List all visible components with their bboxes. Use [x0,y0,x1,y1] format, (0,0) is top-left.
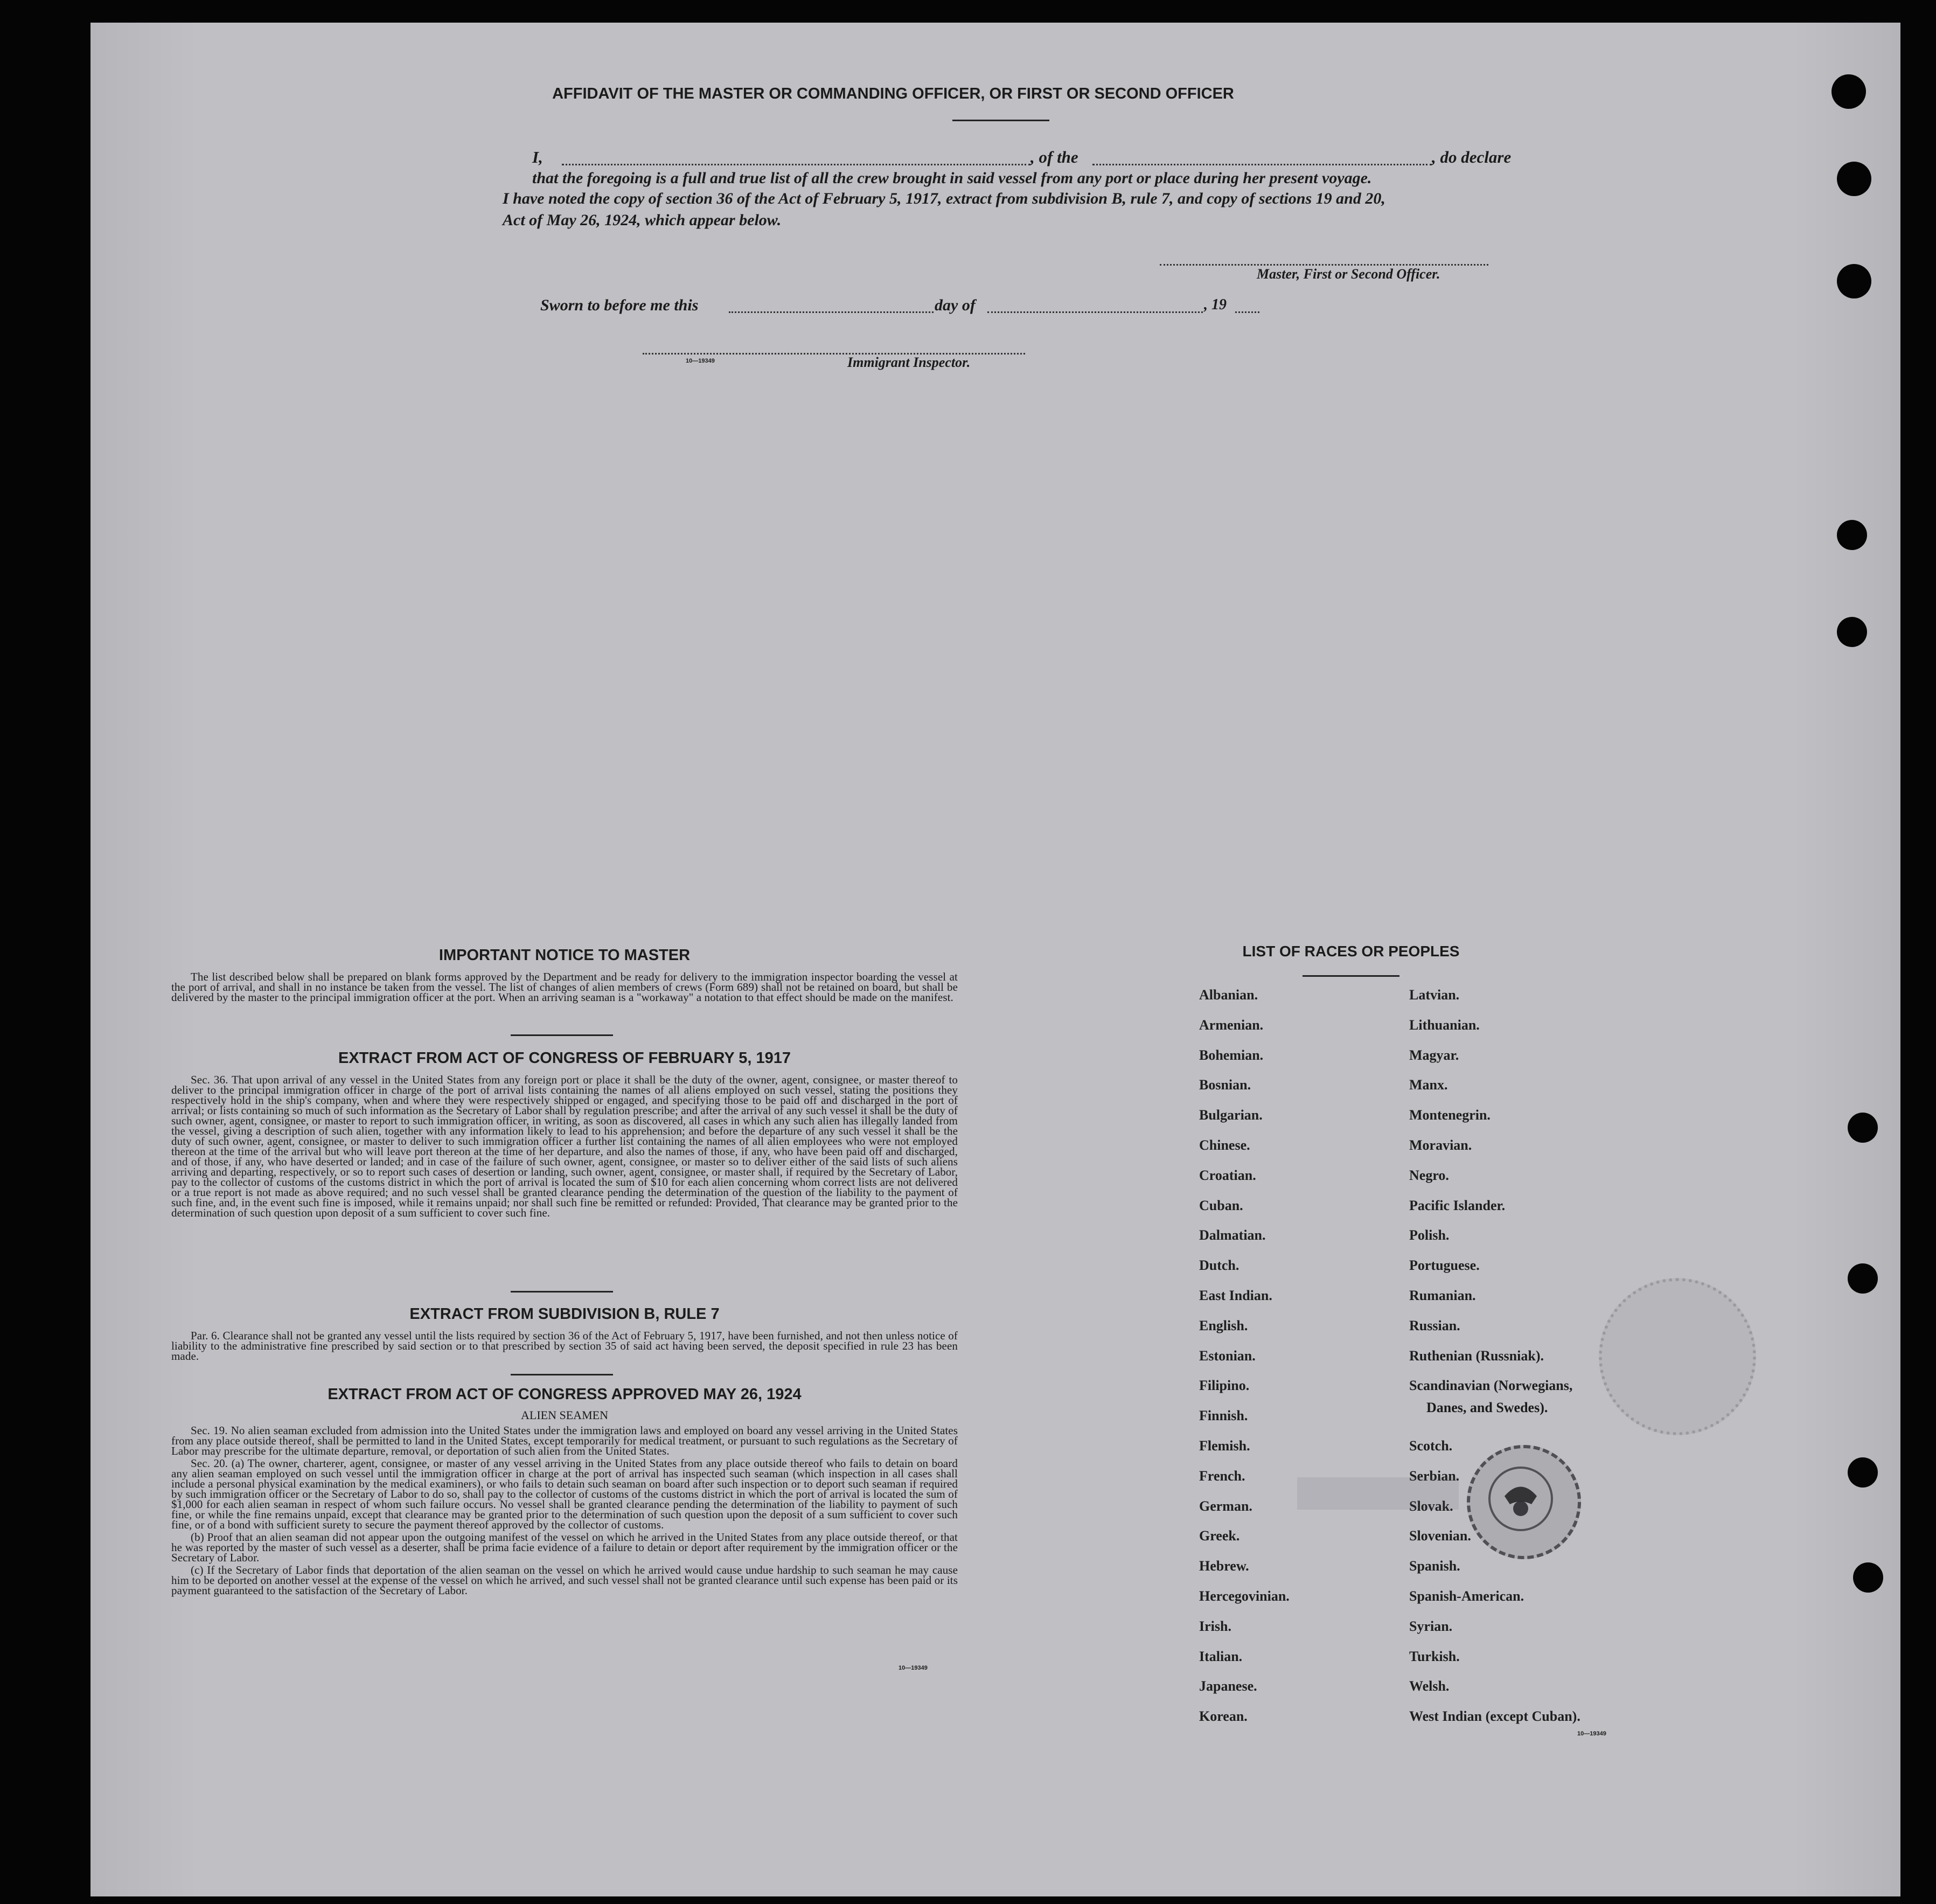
races-form-number: 10—19349 [1577,1731,1606,1737]
race-item: Montenegrin. [1409,1107,1491,1123]
race-item: Croatian. [1199,1167,1256,1183]
binder-hole [1837,520,1867,550]
document-sheet [90,23,1900,1896]
notice-text [171,972,958,1005]
binder-hole [1848,1457,1878,1488]
extract-1917-text [171,1075,958,1220]
race-item: Portuguese. [1409,1257,1480,1274]
eagle-seal-stamp [1467,1445,1581,1559]
race-item: Japanese. [1199,1678,1257,1694]
race-item: Welsh. [1409,1678,1450,1694]
notice-title: IMPORTANT NOTICE TO MASTER [438,947,691,964]
race-item: Pacific Islander. [1409,1197,1506,1213]
race-item: Latvian. [1409,987,1460,1003]
sworn-month-blank[interactable] [987,311,1203,313]
extract-1917-title: EXTRACT FROM ACT OF CONGRESS OF FEBRUARY 5, 1917 [338,1050,791,1067]
signature-blank[interactable] [1160,264,1488,266]
races-title: LIST OF RACES OR PEOPLES [1242,943,1460,960]
race-item: Chinese. [1199,1137,1250,1153]
race-item: Turkish. [1409,1648,1460,1664]
inspector-label: Immigrant Inspector. [847,355,971,370]
extract-1924-title: EXTRACT FROM ACT OF CONGRESS APPROVED MAY 26, 1924 [328,1386,802,1403]
binder-hole [1831,74,1866,109]
races-divider [1303,975,1399,977]
race-item: West Indian (except Cuban). [1409,1708,1580,1725]
affidavit-line2: that the foregoing is a full and true list of all the crew brought in said vessel from any port or place during her present voyage. [532,169,1372,187]
sec-20b-paragraph: (b) Proof that an alien seaman did not appear upon the outgoing manifest of the vessel on which he arrived in the United States from any place outside thereof, or that he was reported by the master of such vessel as a deserter, shall be prima facie evidence of a failure to detain or deport after requirement by the immigration officer or the Secretary of Labor. [171,1531,958,1564]
race-item: French. [1199,1468,1245,1484]
race-item: Albanian. [1199,987,1258,1003]
race-item: Manx. [1409,1077,1448,1093]
race-item: Negro. [1409,1167,1449,1183]
race-item: Magyar. [1409,1047,1459,1063]
faint-date-stamp [1297,1477,1459,1510]
race-item: Spanish. [1409,1558,1460,1574]
sec-20a-paragraph: Sec. 20. (a) The owner, charterer, agent, consignee, or master of any vessel arriving in the United States from any place outside thereof who fails to detain on board any alien seaman employed on such vessel until the immigration officer in charge at the port of arrival has inspected such seaman (which inspection in all cases shall include a personal physical examination by the medical examiners), or who fails to detain such seaman on board after such inspection or to deport such seaman if required by such immigration officer or the Secretary of Labor to do so, shall pay to the collector of customs of the customs district in which the port of arrival is located the sum of $1,000 for each alien seaman in respect of whom such failure occurs. No vessel shall be granted clearance pending the determination of the liability to payment of such fine, or while the fine remains unpaid, except that clearance may be granted prior to the determination of such question upon the deposit of a sum sufficient to cover such fine, or of a bond with sufficient surety to secure the payment thereof approved by the collector of customs. [171,1457,958,1531]
race-item: East Indian. [1199,1287,1272,1303]
race-item: Syrian. [1409,1618,1453,1634]
race-item: Hebrew. [1199,1558,1249,1574]
race-item: Hercegovinian. [1199,1588,1290,1604]
notice-paragraph: The list described below shall be prepared on blank forms approved by the Department and be ready for delivery to the immigration inspector boarding the vessel at the port of arrival, and shall in no instance be taken from the vessel. The list of changes of alien members of crews (Form 689) shall not be retained on board, but shall be delivered by the master to the principal immigration officer at the port. When an arriving seaman is a "workaway" a notation to that effect should be made on the manifest. [171,970,958,1004]
notice-divider [511,1034,613,1036]
race-item: Filipino. [1199,1378,1250,1394]
vessel-blank[interactable] [1092,164,1432,165]
name-blank[interactable] [562,164,1030,165]
rule7-text [171,1331,958,1364]
extract-1924-text [171,1426,958,1598]
race-item: Cuban. [1199,1197,1243,1213]
rule7-paragraph: Par. 6. Clearance shall not be granted any vessel until the lists required by section 36 of the Act of February 5, 1917, have been furnished, and not then unless notice of liability to the administrative fine prescribed by said section or to that prescribed by section 35 of said act having been served, the deposit specified in rule 23 has been made. [171,1329,958,1363]
title-divider [952,120,1049,121]
sec-20c-paragraph: (c) If the Secretary of Labor finds that deportation of the alien seaman on the vessel on which he arrived would cause undue hardship to such seaman he may cause him to be deported on another vessel at the expense of the vessel on which he arrived, and such vessel shall not be granted clearance until such expense has been paid or its payment guaranteed to the satisfaction of the Secretary of Labor. [171,1563,958,1597]
race-item: Bosnian. [1199,1077,1251,1093]
extract-1917-paragraph: Sec. 36. That upon arrival of any vessel in the United States from any foreign port or place it shall be the duty of the owner, agent, consignee, or master thereof to deliver to the principal immigration officer in charge of the port of arrival lists containing the names of all aliens employed on such vessel, stating the positions they respectively hold in the ship's company, when and where they were respectively shipped or engaged, and specifying those to be paid off and discharged in the port of arrival; or lists containing so much of such information as the Secretary of Labor shall by regulation prescribe; and after the arrival of any such vessel it shall be the duty of such owner, agent, consignee, or master to report to such immigration officer, in writing, as soon as discovered, all cases in which any such alien has illegally landed from the vessel, giving a description of such alien, together with any information likely to lead to his apprehension; and before the departure of any such vessel it shall be the duty of such owner, agent, consignee, or master to deliver to such immigration officer a further list containing the names of all alien employees who were not employed thereon at the time of the arrival but who will leave port thereon at the time of her departure, and also the names of those, if any, who have been paid off and discharged, and of those, if any, who have deserted or landed; and in case of the failure of such owner, agent, consignee, or master so to deliver either of the said lists of such aliens arriving and departing, respectively, or so to report such cases of desertion or landing, such owner, agent, consignee, or master shall, if required by the Secretary of Labor, pay to the collector of customs of the customs district in which the port of arrival is located the sum of $10 for each alien concerning whom correct lists are not delivered or a true report is not made as above required; and no such vessel shall be granted clearance pending the determination of the question of the liability to the payment of such fine, and, in the event such fine is imposed, while it remains unpaid; nor shall such fine be remitted or refunded: Provided, That clearance may be granted prior to the determination of such question upon deposit of a sum sufficient to cover such fine. [171,1073,958,1219]
binder-hole [1848,1263,1878,1294]
extract-1924-form-number: 10—19349 [899,1665,928,1671]
scandinavian-continuation: Danes, and Swedes). [1426,1400,1548,1415]
binder-hole [1837,617,1867,647]
race-item: Italian. [1199,1648,1243,1664]
race-item: Estonian. [1199,1347,1256,1364]
extract-1924-subtitle: ALIEN SEAMEN [521,1408,608,1422]
binder-hole [1837,264,1871,298]
faint-seal-stamp [1599,1278,1756,1435]
race-item: Flemish. [1199,1437,1250,1454]
race-item: Polish. [1409,1227,1450,1243]
race-item: English. [1199,1317,1248,1333]
eagle-icon [1467,1445,1575,1553]
sworn-day-label: day of [935,296,976,314]
signature-label: Master, First or Second Officer. [1257,266,1440,282]
races-left-column [1199,987,1377,1739]
race-item: Slovak. [1409,1498,1453,1514]
race-item: Moravian. [1409,1137,1472,1153]
race-item: Finnish. [1199,1408,1248,1424]
race-item: Irish. [1199,1618,1231,1634]
race-item: Serbian. [1409,1468,1460,1484]
affidavit-line1-end: , do declare [1432,148,1512,166]
race-item: Bohemian. [1199,1047,1264,1063]
race-item: Korean. [1199,1708,1248,1725]
sworn-year-label: , 19 [1204,296,1227,313]
race-item: Russian. [1409,1317,1460,1333]
race-item: Greek. [1199,1528,1240,1544]
sec-19-paragraph: Sec. 19. No alien seaman excluded from admission into the United States under the immigration laws and employed on board any vessel arriving in the United States from any place outside thereof, shall be permitted to land in the United States, except temporarily for medical treatment, or pursuant to such regulations as the Secretary of Labor may prescribe for the ultimate departure, removal, or deportation of such alien from the United States. [171,1424,958,1457]
race-item: Dutch. [1199,1257,1239,1274]
affidavit-line1-start: I, [532,148,543,166]
race-item: Spanish-American. [1409,1588,1524,1604]
affidavit-form-number: 10—19349 [686,358,715,364]
race-item: Dalmatian. [1199,1227,1266,1243]
race-item: German. [1199,1498,1252,1514]
race-item: Armenian. [1199,1017,1264,1033]
race-item: Scotch. [1409,1437,1453,1454]
affidavit-line4: Act of May 26, 1924, which appear below. [503,211,782,229]
affidavit-title: AFFIDAVIT OF THE MASTER OR COMMANDING OFFICER, OR FIRST OR SECOND OFFICER [552,85,1234,102]
rule7-title: EXTRACT FROM SUBDIVISION B, RULE 7 [409,1305,720,1323]
sworn-start: Sworn to before me this [540,296,699,314]
race-item: Lithuanian. [1409,1017,1480,1033]
rule7-divider [511,1374,613,1375]
affidavit-line1-mid: , of the [1030,148,1078,166]
race-item: Bulgarian. [1199,1107,1263,1123]
binder-hole [1848,1113,1878,1143]
binder-hole [1837,162,1871,196]
race-item: Slovenian. [1409,1528,1471,1544]
race-item: Rumanian. [1409,1287,1476,1303]
binder-hole [1853,1562,1883,1593]
extract-1917-divider [511,1291,613,1293]
affidavit-line3: I have noted the copy of section 36 of the Act of February 5, 1917, extract from subdivision B, rule 7, and copy of sections 19 and 20, [503,190,1385,207]
race-item: Ruthenian (Russniak). [1409,1347,1544,1364]
sworn-day-blank[interactable] [729,311,934,313]
race-item: Scandinavian (Norwegians, [1409,1378,1573,1394]
sworn-year-blank[interactable] [1235,311,1259,313]
